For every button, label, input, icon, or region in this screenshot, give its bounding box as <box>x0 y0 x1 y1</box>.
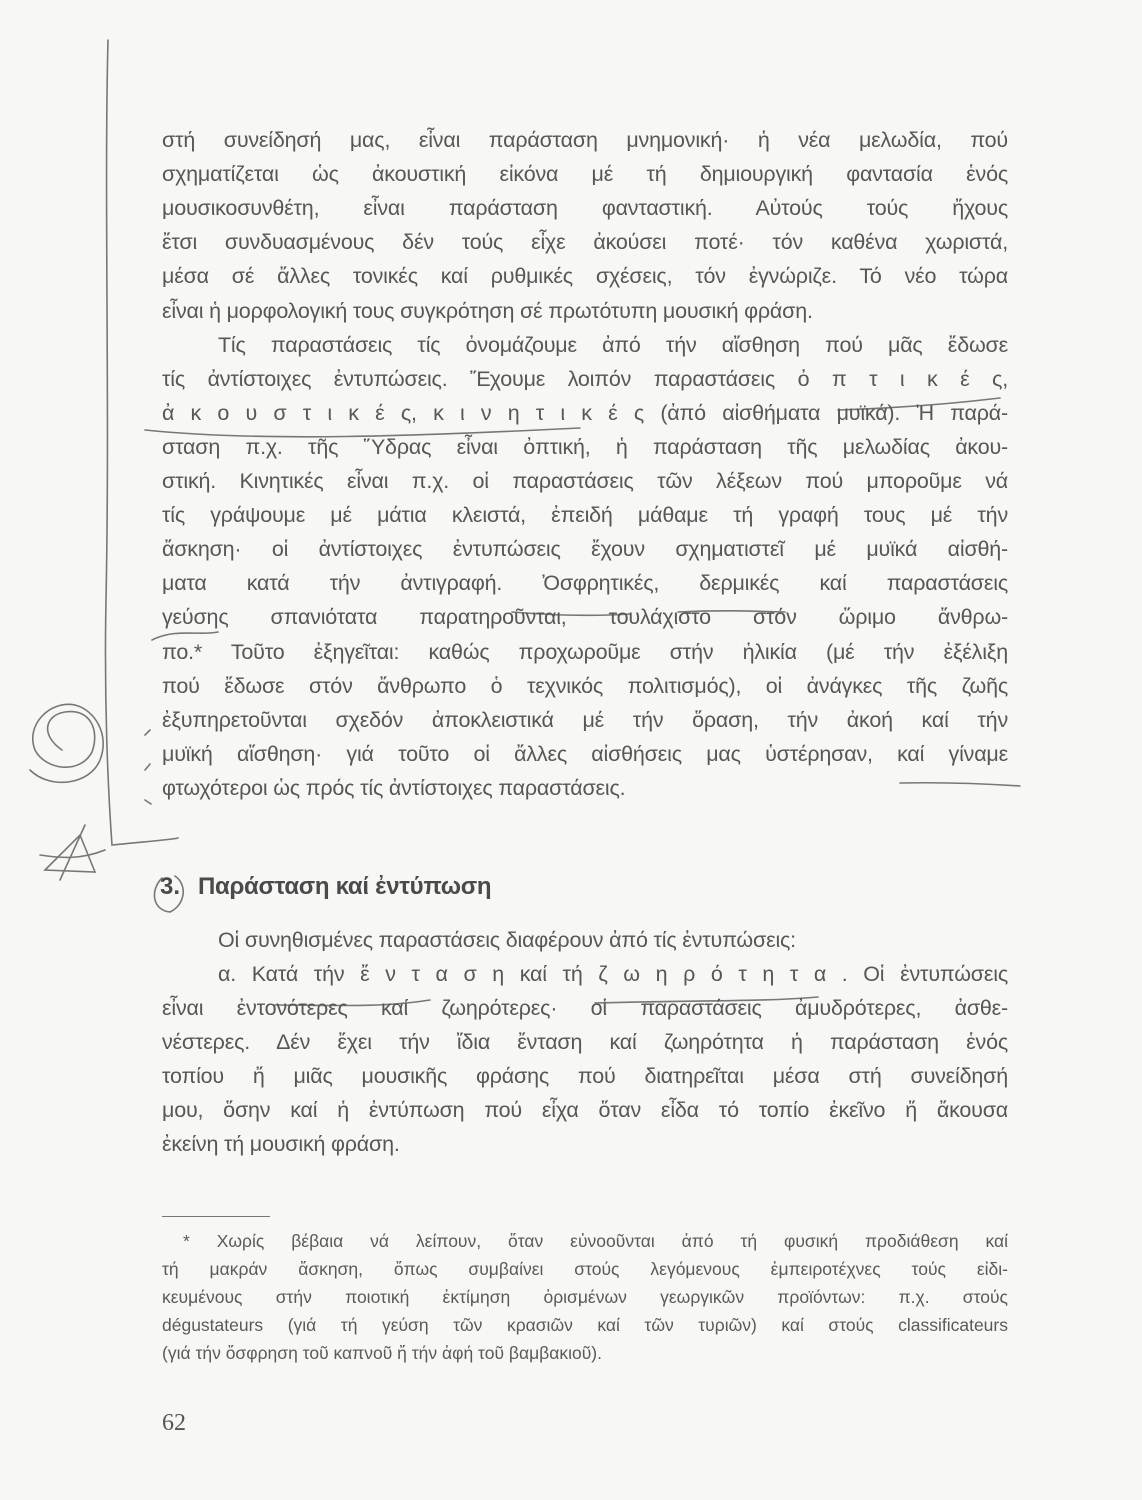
text-line: εἶναι ἡ μορφολογική τους συγκρότηση σέ πρωτότυπη μουσική φράση. <box>162 298 813 323</box>
section-heading: Παράσταση καί ἐντύπωση <box>198 873 492 900</box>
text-line: πού ἔδωσε στόν ἄνθρωπο ὁ τεχνικός πολιτισμός), οἱ ἀνάγκες τῆς ζωῆς <box>162 673 1008 698</box>
text-line: πο.* Τοῦτο ἐξηγεῖται: καθώς προχωροῦμε στήν ἡλικία (μέ τήν ἐξέλιξη <box>162 639 1008 664</box>
footnote-divider <box>162 1216 270 1217</box>
text-line: Τίς παραστάσεις τίς ὀνομάζουμε ἀπό τήν αἴσθηση πού μᾶς ἔδωσε <box>218 332 1008 357</box>
text-line: σταση π.χ. τῆς Ὕδρας εἶναι ὀπτική, ἡ παράσταση τῆς μελωδίας ἀκου- <box>162 434 1008 459</box>
text-line: φτωχότεροι ὡς πρός τίς ἀντίστοιχες παραστάσεις. <box>162 775 626 800</box>
text-line: νέστερες. Δέν ἔχει τήν ἴδια ἔνταση καί ζωηρότητα ἡ παράσταση ἑνός <box>162 1030 1008 1054</box>
text-line: γεύσης σπανιότατα παρατηροῦνται, τουλάχιστο στόν ὥριμο ἄνθρω- <box>162 605 1008 630</box>
text-line: μου, ὅσην καί ἡ ἐντύπωση πού εἶχα ὅταν εἶδα τό τοπίο ἐκεῖνο ἤ ἄκουσα <box>162 1098 1008 1122</box>
text-line: σχηματίζεται ὡς ἀκουστική εἰκόνα μέ τή δημιουργική φαντασία ἑνός <box>162 162 1008 187</box>
page-number: 62 <box>162 1410 186 1436</box>
text-line: Οἱ συνηθισμένες παραστάσεις διαφέρουν ἀπό τίς ἐντυπώσεις: <box>218 928 796 952</box>
text-line: μέσα σέ ἄλλες τονικές καί ρυθμικές σχέσεις, τόν ἐγνώριζε. Τό νέο τώρα <box>162 264 1008 289</box>
text-line: τίς γράψουμε μέ μάτια κλειστά, ἐπειδή μάθαμε τή γραφή τους μέ τήν <box>162 503 1008 528</box>
text-line: στική. Κινητικές εἶναι π.χ. οἱ παραστάσεις τῶν λέξεων πού μποροῦμε νά <box>162 469 1008 493</box>
text-line: ἐκείνη τή μουσική φράση. <box>162 1132 400 1156</box>
text-line: dégustateurs (γιά τή γεύση τῶν κρασιῶν καί τῶν τυριῶν) καί στούς classificateurs <box>162 1315 1008 1335</box>
text-line: κευμένους στήν ποιοτική ἐκτίμηση ὁρισμένων γεωργικῶν προϊόντων: π.χ. στούς <box>162 1287 1008 1307</box>
text-line: ἔτσι συνδυασμένους δέν τούς εἶχε ἀκούσει ποτέ· τόν καθένα χωριστά, <box>162 230 1008 255</box>
text-line: τοπίου ἤ μιᾶς μουσικῆς φράσης πού διατηρεῖται μέσα στή συνείδησή <box>162 1064 1008 1088</box>
text-line: μυϊκή αἴσθηση· γιά τοῦτο οἱ ἄλλες αἰσθήσεις μας ὑστέρησαν, καί γίναμε <box>162 741 1008 766</box>
text-line: * Χωρίς βέβαια νά λείπουν, ὅταν εὐνοοῦνται ἀπό τή φυσική προδιάθεση καί <box>183 1231 1008 1251</box>
text-line: α. Κατά τήν ἔ ν τ α σ η καί τή ζ ω η ρ ό τ η τ α . Οἱ ἐντυπώσεις <box>218 962 1008 986</box>
text-line: ματα κατά τήν ἀντιγραφή. Ὀσφρητικές, δερμικές καί παραστάσεις <box>162 571 1008 596</box>
text-line: μουσικοσυνθέτη, εἶναι παράσταση φανταστική. Αὐτούς τούς ἤχους <box>162 196 1008 221</box>
text-line: (γιά τήν ὄσφρηση τοῦ καπνοῦ ἤ τήν ἀφή τοῦ βαμβακιοῦ). <box>162 1343 602 1363</box>
text-line: εἶναι ἐντονότερες καί ζωηρότερες· οἱ παραστάσεις ἀμυδρότερες, ἀσθε- <box>162 996 1008 1020</box>
text-line: ἄσκηση· οἱ ἀντίστοιχες ἐντυπώσεις ἔχουν σχηματιστεῖ μέ μυϊκά αἰσθή- <box>162 537 1008 562</box>
text-line: τή μακράν ἄσκηση, ὅπως συμβαίνει στούς λεγόμενους ἐμπειροτέχνες τούς εἰδι- <box>162 1259 1008 1279</box>
triangle-doodle-icon <box>40 825 105 880</box>
section-number: 3. <box>160 873 181 900</box>
text-line: ἀ κ ο υ σ τ ι κ έ ς, κ ι ν η τ ι κ έ ς (ἀπό αἰσθήματα μυϊκά). Ἡ παρά- <box>162 400 1008 425</box>
spiral-doodle-icon <box>30 704 103 782</box>
tick-marks <box>145 730 151 804</box>
text-line: τίς ἀντίστοιχες ἐντυπώσεις. Ἔχουμε λοιπόν παραστάσεις ὀ π τ ι κ έ ς, <box>162 366 1008 391</box>
text-line: ἐξυπηρετοῦνται σχεδόν ἀποκλειστικά μέ τήν ὅραση, τήν ἀκοή καί τήν <box>162 707 1008 732</box>
text-line: στή συνείδησή μας, εἶναι παράσταση μνημονική· ἡ νέα μελωδία, πού <box>162 128 1008 152</box>
